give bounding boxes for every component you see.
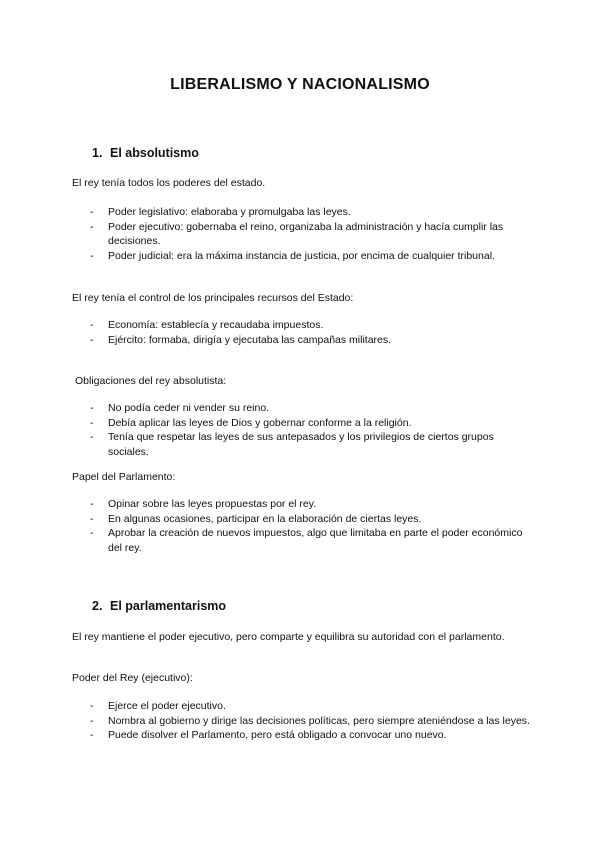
list-parliament bbox=[90, 497, 530, 555]
list-item: - Poder judicial: era la máxima instancia de justicia, por encima de cualquier tribunal. bbox=[90, 249, 530, 264]
list-item: - Debía aplicar las leyes de Dios y gobernar conforme a la religión. bbox=[90, 416, 530, 431]
paragraph-king-intro: Poder del Rey (ejecutivo): bbox=[72, 672, 193, 684]
section-heading-parlamentarismo bbox=[92, 599, 226, 613]
section-title: El absolutismo bbox=[110, 146, 199, 160]
paragraph-parliament-intro: Papel del Parlamento: bbox=[72, 471, 176, 483]
section-number: 1. bbox=[92, 146, 103, 160]
list-item: - Nombra al gobierno y dirige las decisiones políticas, pero siempre ateniéndose a las leyes. bbox=[90, 714, 530, 729]
list-item: - Poder ejecutivo: gobernaba el reino, organizaba la administración y hacía cumplir las decisiones. bbox=[90, 220, 530, 249]
list-item: - Tenía que respetar las leyes de sus antepasados y los privilegios de ciertos grupos sociales. bbox=[90, 430, 530, 459]
paragraph-control-intro: El rey tenía el control de los principales recursos del Estado: bbox=[72, 292, 354, 304]
paragraph-obligations-intro: Obligaciones del rey absolutista: bbox=[75, 375, 227, 387]
section-title: El parlamentarismo bbox=[110, 599, 227, 613]
list-item: - En algunas ocasiones, participar en la elaboración de ciertas leyes. bbox=[90, 512, 530, 527]
paragraph-intro: El rey tenía todos los poderes del estado. bbox=[72, 177, 266, 189]
list-item: - Poder legislativo: elaboraba y promulgaba las leyes. bbox=[90, 205, 530, 220]
list-item: - Puede disolver el Parlamento, pero está obligado a convocar uno nuevo. bbox=[90, 728, 530, 743]
list-item: - Economía: establecía y recaudaba impuestos. bbox=[90, 318, 530, 333]
list-king-powers bbox=[90, 699, 530, 743]
list-item: - Aprobar la creación de nuevos impuestos, algo que limitaba en parte el poder económico del rey. bbox=[90, 526, 530, 555]
list-powers bbox=[90, 205, 530, 263]
list-control bbox=[90, 318, 530, 347]
section-number: 2. bbox=[92, 599, 103, 613]
paragraph-parlamentarismo-intro: El rey mantiene el poder ejecutivo, pero comparte y equilibra su autoridad con el parlamento. bbox=[72, 631, 505, 643]
document-title: LIBERALISMO Y NACIONALISMO bbox=[170, 76, 430, 93]
list-item: - Ejército: formaba, dirigía y ejecutaba las campañas militares. bbox=[90, 333, 530, 348]
list-item: - No podía ceder ni vender su reino. bbox=[90, 401, 530, 416]
section-heading-absolutismo bbox=[92, 146, 199, 160]
list-item: - Opinar sobre las leyes propuestas por el rey. bbox=[90, 497, 530, 512]
list-obligations bbox=[90, 401, 530, 459]
list-item: - Ejerce el poder ejecutivo. bbox=[90, 699, 530, 714]
